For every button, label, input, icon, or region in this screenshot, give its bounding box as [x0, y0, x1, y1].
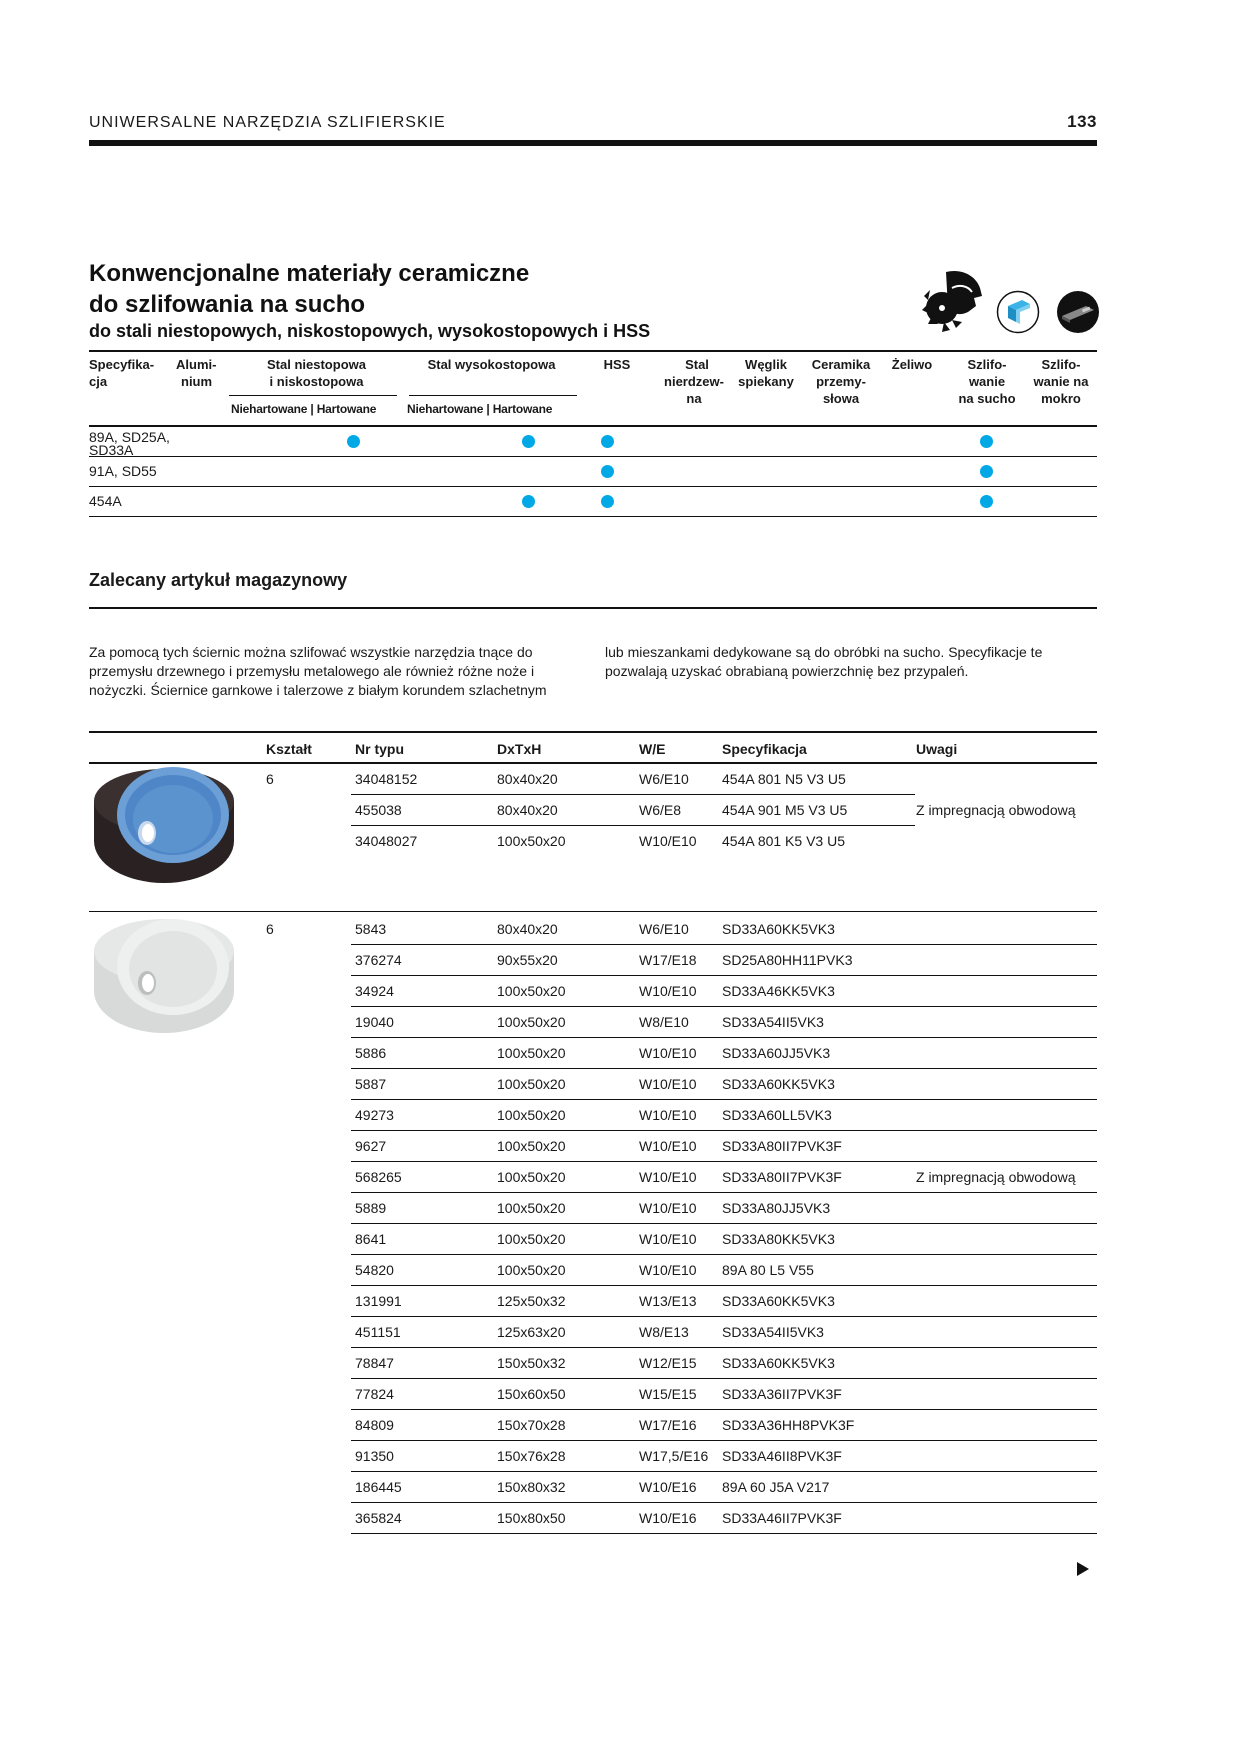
type-value: 49273 — [355, 1107, 394, 1123]
dims-value: 100x50x20 — [497, 1014, 566, 1030]
row-divider — [351, 1316, 1097, 1317]
section-title: Zalecany artykuł magazynowy — [89, 570, 348, 590]
spec-value: SD33A80II7PVK3F — [722, 1169, 842, 1185]
dims-value: 80x40x20 — [497, 771, 558, 787]
page-header — [89, 112, 1097, 146]
spec-value: SD33A46II8PVK3F — [722, 1448, 842, 1464]
dims-value: 100x50x20 — [497, 1045, 566, 1061]
dims-value: 100x50x20 — [497, 983, 566, 999]
spec-value: SD33A46KK5VK3 — [722, 983, 835, 999]
dims-value: 100x50x20 — [497, 1231, 566, 1247]
dims-value: 100x50x20 — [497, 1138, 566, 1154]
header-shape: Kształt — [266, 741, 312, 757]
high-alloy-group-line — [409, 395, 577, 396]
we-value: W10/E10 — [639, 1076, 697, 1092]
row-divider — [351, 1223, 1097, 1224]
row-divider — [351, 1161, 1097, 1162]
dims-value: 150x60x50 — [497, 1386, 566, 1402]
matrix-header-aluminium: Alumi- nium — [176, 357, 217, 389]
row-divider — [351, 1254, 1097, 1255]
dims-value: 100x50x20 — [497, 1200, 566, 1216]
main-title-line1: Konwencjonalne materiały ceramiczne — [89, 260, 530, 287]
row-divider — [351, 1006, 1097, 1007]
table-header-rule — [89, 762, 1097, 764]
we-value: W6/E8 — [639, 802, 682, 818]
spec-value: SD33A60KK5VK3 — [722, 921, 835, 937]
dims-value: 150x50x32 — [497, 1355, 566, 1371]
table-top-rule — [89, 731, 1097, 733]
type-value: 19040 — [355, 1014, 394, 1030]
dims-value: 150x80x32 — [497, 1479, 566, 1495]
type-value: 376274 — [355, 952, 402, 968]
dark-cup-wheel-image — [89, 767, 234, 885]
header-rule — [89, 140, 1097, 146]
we-value: W10/E10 — [639, 1045, 697, 1061]
type-value: 34048152 — [355, 771, 418, 787]
header-notes: Uwagi — [916, 741, 958, 757]
spec-value: 89A 80 L5 V55 — [722, 1262, 814, 1278]
spec-value: SD33A46II7PVK3F — [722, 1510, 842, 1526]
we-value: W10/E16 — [639, 1479, 697, 1495]
matrix-header-hss: HSS — [603, 357, 631, 372]
we-value: W10/E10 — [639, 1138, 697, 1154]
applicable-dot — [522, 495, 535, 508]
description-left: Za pomocą tych ściernic można szlifować wszystkie narzędzia tnące do przemysłu drzewnego i przemysłu metalowego ale również różne noże i nożyczki. Ściernice garnkowe i talerzowe z białym korundem szlachetnym — [89, 644, 547, 698]
row-divider — [351, 1440, 1097, 1441]
dims-value: 100x50x20 — [497, 1076, 566, 1092]
header-title: UNIWERSALNE NARZĘDZIA SZLIFIERSKIE — [89, 114, 446, 131]
spec-value: SD33A80II7PVK3F — [722, 1138, 842, 1154]
type-value: 451151 — [355, 1324, 401, 1340]
spec-value: 89A 60 J5A V217 — [722, 1479, 830, 1495]
spec-value: SD33A36II7PVK3F — [722, 1386, 842, 1402]
dims-value: 80x40x20 — [497, 802, 558, 818]
spec-value: 454A 901 M5 V3 U5 — [722, 802, 848, 818]
row-divider — [351, 1285, 1097, 1286]
type-value: 455038 — [355, 802, 402, 818]
dims-value: 80x40x20 — [497, 921, 558, 937]
spec-value: SD33A80JJ5VK3 — [722, 1200, 831, 1216]
matrix-header-wet: Szlifo- wanie na mokro — [1033, 357, 1089, 406]
main-title — [89, 258, 529, 320]
group-separator — [89, 911, 1097, 912]
type-value: 8641 — [355, 1231, 387, 1247]
spec-value: SD33A60KK5VK3 — [722, 1293, 835, 1309]
steel-profile-icon — [996, 290, 1040, 334]
row-divider — [351, 1130, 1097, 1131]
type-value: 34924 — [355, 983, 394, 999]
subtitle: do stali niestopowych, niskostopowych, wysokostopowych i HSS — [89, 321, 651, 341]
dims-value: 90x55x20 — [497, 952, 558, 968]
application-icons — [916, 268, 1098, 340]
type-value: 5887 — [355, 1076, 387, 1092]
type-value: 84809 — [355, 1417, 394, 1433]
matrix-top-rule — [89, 350, 1097, 352]
row-divider — [351, 825, 915, 826]
section-rule — [89, 607, 1097, 609]
matrix-row-label: 89A, SD25A, SD33A — [89, 429, 170, 458]
spec-value: 454A 801 N5 V3 U5 — [722, 771, 846, 787]
type-value: 131991 — [355, 1293, 402, 1309]
type-value: 365824 — [355, 1510, 402, 1526]
applicable-dot — [980, 435, 993, 448]
we-value: W17/E16 — [639, 1417, 697, 1433]
main-title-line2: do szlifowania na sucho — [89, 291, 366, 318]
spec-value: SD33A60JJ5VK3 — [722, 1045, 831, 1061]
spec-value: 454A 801 K5 V3 U5 — [722, 833, 845, 849]
row-divider — [351, 1037, 1097, 1038]
matrix-header-ceramic: Ceramika przemy- słowa — [811, 357, 871, 406]
dims-value: 100x50x20 — [497, 1107, 566, 1123]
type-value: 34048027 — [355, 833, 418, 849]
header-dims: DxTxH — [497, 741, 542, 757]
shape-value: 6 — [266, 921, 274, 937]
applicable-dot — [601, 495, 614, 508]
we-value: W10/E10 — [639, 1262, 697, 1278]
row-divider — [351, 1409, 1097, 1410]
applicable-dot — [601, 465, 614, 478]
row-divider — [351, 794, 915, 795]
spec-value: SD33A80KK5VK3 — [722, 1231, 835, 1247]
row-divider — [351, 1099, 1097, 1100]
spec-value: SD33A60KK5VK3 — [722, 1076, 835, 1092]
matrix-header-carbide: Węglik spiekany — [738, 357, 794, 389]
type-value: 54820 — [355, 1262, 394, 1278]
row-divider — [351, 975, 1097, 976]
matrix-header-cast-iron: Żeliwo — [891, 357, 933, 372]
low-alloy-group-line — [229, 395, 397, 396]
we-value: W12/E15 — [639, 1355, 697, 1371]
we-value: W10/E10 — [639, 833, 697, 849]
dims-value: 125x50x32 — [497, 1293, 566, 1309]
matrix-row — [89, 487, 1097, 517]
we-value: W17/E18 — [639, 952, 697, 968]
shape-value: 6 — [266, 771, 274, 787]
applicable-dot — [347, 435, 360, 448]
row-divider — [351, 1502, 1097, 1503]
type-value: 9627 — [355, 1138, 387, 1154]
we-value: W8/E10 — [639, 1014, 689, 1030]
row-divider — [351, 1378, 1097, 1379]
grinding-cutter-icon — [916, 268, 988, 340]
type-value: 77824 — [355, 1386, 394, 1402]
type-value: 91350 — [355, 1448, 394, 1464]
applicable-dot — [980, 495, 993, 508]
matrix-row — [89, 427, 1097, 457]
spec-value: SD33A54II5VK3 — [722, 1014, 824, 1030]
spec-value: SD25A80HH11PVK3 — [722, 952, 853, 968]
we-value: W15/E15 — [639, 1386, 697, 1402]
we-value: W10/E10 — [639, 1200, 697, 1216]
note-value: Z impregnacją obwodową — [916, 802, 1076, 818]
low-alloy-subheader: Niehartowane | Hartowane — [231, 402, 377, 416]
product-table — [89, 731, 1097, 1543]
row-divider — [351, 944, 1097, 945]
dims-value: 100x50x20 — [497, 833, 566, 849]
description-right: lub mieszankami dedykowane są do obróbki na sucho. Specyfikacje te pozwalają uzyskać obrabianą powierzchnię bez przypaleń. — [605, 644, 1043, 679]
dims-value: 125x63x20 — [497, 1324, 566, 1340]
row-divider — [351, 1471, 1097, 1472]
spec-value: SD33A36HH8PVK3F — [722, 1417, 855, 1433]
matrix-header-low-alloy: Stal niestopowa i niskostopowa — [267, 357, 366, 389]
we-value: W10/E10 — [639, 1231, 697, 1247]
cutting-tool-icon — [1056, 290, 1100, 334]
we-value: W17,5/E16 — [639, 1448, 709, 1464]
triangle-right-icon[interactable] — [1077, 1562, 1089, 1576]
type-value: 5886 — [355, 1045, 387, 1061]
row-divider — [351, 1068, 1097, 1069]
matrix-header-stainless: Stal nierdzew- na — [664, 357, 724, 406]
matrix-header-spec: Specyfika- cja — [89, 357, 155, 389]
dims-value: 100x50x20 — [497, 1169, 566, 1185]
page-number: 133 — [1067, 112, 1097, 131]
type-value: 5843 — [355, 921, 387, 937]
spec-value: SD33A54II5VK3 — [722, 1324, 824, 1340]
we-value: W13/E13 — [639, 1293, 697, 1309]
type-value: 186445 — [355, 1479, 402, 1495]
matrix-row — [89, 457, 1097, 487]
matrix-header-high-alloy: Stal wysokostopowa — [427, 357, 556, 372]
spec-value: SD33A60LL5VK3 — [722, 1107, 832, 1123]
matrix-header-dry: Szlifo- wanie na sucho — [958, 357, 1016, 406]
white-cup-wheel-image — [89, 917, 234, 1035]
dims-value: 150x70x28 — [497, 1417, 566, 1433]
we-value: W8/E13 — [639, 1324, 689, 1340]
applicable-dot — [522, 435, 535, 448]
row-divider — [351, 1192, 1097, 1193]
we-value: W6/E10 — [639, 771, 689, 787]
we-value: W10/E10 — [639, 1107, 697, 1123]
dims-value: 100x50x20 — [497, 1262, 566, 1278]
header-spec: Specyfikacja — [722, 741, 807, 757]
we-value: W6/E10 — [639, 921, 689, 937]
we-value: W10/E10 — [639, 983, 697, 999]
header-type: Nr typu — [355, 741, 404, 757]
we-value: W10/E10 — [639, 1169, 697, 1185]
note-value: Z impregnacją obwodową — [916, 1169, 1076, 1185]
spec-value: SD33A60KK5VK3 — [722, 1355, 835, 1371]
applicable-dot — [601, 435, 614, 448]
applicable-dot — [980, 465, 993, 478]
matrix-row-label: 91A, SD55 — [89, 463, 157, 479]
dims-value: 150x76x28 — [497, 1448, 566, 1464]
type-value: 568265 — [355, 1169, 402, 1185]
high-alloy-subheader: Niehartowane | Hartowane — [407, 402, 553, 416]
we-value: W10/E16 — [639, 1510, 697, 1526]
matrix-row-label: 454A — [89, 493, 122, 509]
type-value: 5889 — [355, 1200, 387, 1216]
row-divider — [351, 1347, 1097, 1348]
dims-value: 150x80x50 — [497, 1510, 566, 1526]
row-divider — [351, 1533, 1097, 1534]
header-we: W/E — [639, 741, 666, 757]
type-value: 78847 — [355, 1355, 394, 1371]
